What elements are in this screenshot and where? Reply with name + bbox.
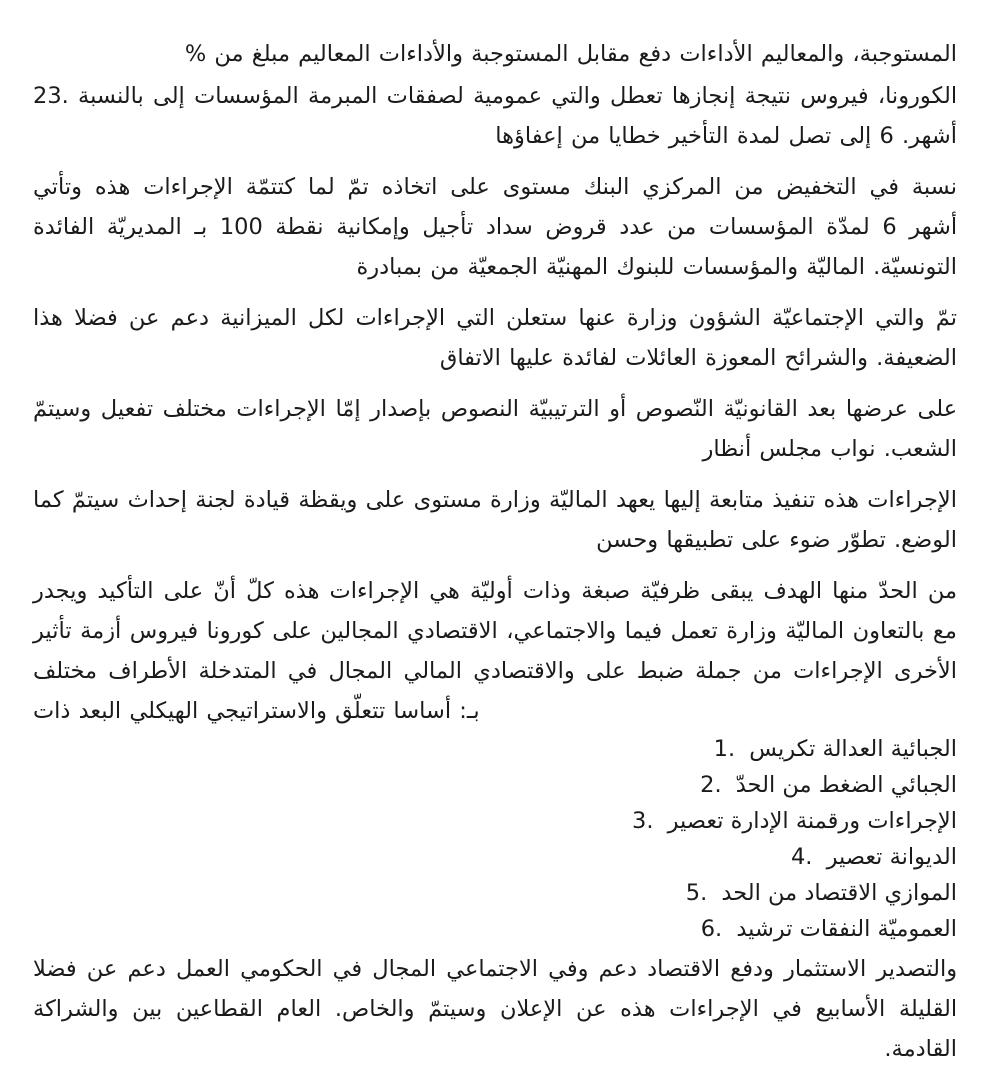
list-item-number: 2.	[700, 772, 722, 798]
list-item-number: 4.	[790, 844, 813, 870]
list-item-number: 3.	[632, 808, 654, 834]
measures-list	[33, 731, 957, 947]
paragraph-central-bank-measures: وتأتي هذه الإجراءات كتتمّة لما تمّ اتخاذه على مستوى البنك المركزي من التخفيض في نسبة الفائدة المديريّة بـ 100 نقطة وإمكانية تأجيل سداد قروض عدد من المؤسسات لمدّة 6 أشهر بمبادرة من الجمعيّة المهنيّة للبنوك والمؤسسات الماليّة التونسيّة.	[33, 174, 958, 280]
list-item-label: ترشيد النفقات العموميّة	[736, 916, 957, 942]
paragraph-item-23-public-contracts: 23. بالنسبة إلى المؤسسات المبرمة لصفقات عمومية والتي تعطل إنجازها نتيجة فيروس الكورونا، إعفاؤها من خطايا التأخير لمدة تصل إلى 6 أشهر.	[33, 83, 958, 149]
list-item-label: تكريس العدالة الجبائية	[749, 736, 957, 762]
list-item-number: 5.	[685, 880, 708, 906]
list-item-label: الحد من الاقتصاد الموازي	[721, 880, 957, 906]
list-item-number: 1.	[713, 736, 736, 762]
paragraph-budget-social-support: هذا فضلا عن دعم الميزانية لكل الإجراءات التي ستعلن عنها وزارة الشؤون الإجتماعيّة والتي تمّ الاتفاق عليها لفائدة العائلات المعوزة والشرائح الضعيفة.	[33, 305, 958, 371]
list-item-number: 6.	[700, 916, 723, 942]
list-item-parallel-economy	[33, 875, 957, 911]
list-item-label: تعصير الإدارة ورقمنة الإجراءات	[667, 808, 957, 834]
list-item-customs-modernization	[33, 839, 957, 875]
list-item-tax-pressure	[33, 767, 957, 803]
list-item-label: الحدّ من الضغط الجبائي	[735, 772, 957, 798]
list-item-public-spending	[33, 911, 957, 947]
paragraph-steering-committee: كما سيتمّ إحداث لجنة قيادة ويقظة على مستوى وزارة الماليّة يعهد إليها متابعة تنفيذ هذه الإجراءات وحسن تطبيقها على ضوء تطوّر الوضع.	[33, 487, 957, 553]
paragraph-legal-texts-activation: وسيتمّ تفعيل مختلف الإجراءات إمّا بإصدار النصوص الترتيبيّة أو النّصوص القانونيّة بعد عرضها على أنظار مجلس نواب الشعب.	[33, 396, 958, 462]
list-item-admin-digitization	[33, 803, 957, 839]
list-item-tax-justice	[33, 731, 957, 767]
paragraph-structural-measures-intro: ويجدر التأكيد على أنّ كلّ هذه الإجراءات هي أوليّة وذات صبغة ظرفيّة يبقى الهدف منها الحدّ من تأثير أزمة فيروس كورونا على المجالين الاقتصادي والاجتماعي، فيما تعمل وزارة الماليّة بالتعاون مع مختلف الأطراف المتدخلة في المجال المالي والاقتصادي على ضبط جملة من الإجراءات الأخرى ذات البعد الهيكلي والاستراتيجي تتعلّق أساسا بـ:	[33, 578, 958, 724]
list-item-label: تعصير الديوانة	[826, 844, 957, 870]
paragraph-closing-announcement: فضلا عن دعم العمل الحكومي في المجال الاجتماعي وفي دعم الاقتصاد ودفع الاستثمار والتصدير والشراكة بين القطاعين العام والخاص. وسيتمّ الإعلان عن هذه الإجراءات في الأسابيع القليلة القادمة.	[33, 956, 958, 1062]
paragraph-fees-percentage: % من مبلغ المعاليم والأداءات المستوجبة مقابل دفع الأداءات والمعاليم المستوجبة،	[184, 41, 957, 67]
